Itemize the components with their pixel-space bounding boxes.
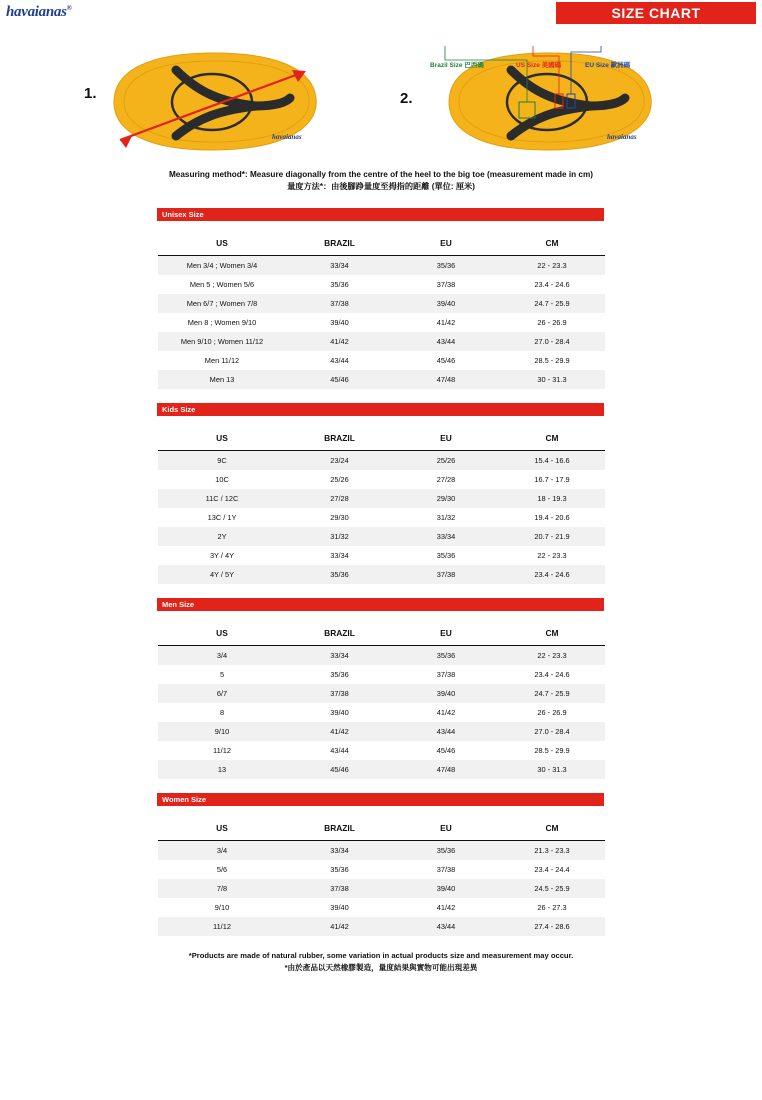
cell-brazil: 29/30	[286, 508, 393, 527]
cell-brazil: 35/36	[286, 565, 393, 584]
cell-cm: 22 - 23.3	[499, 255, 605, 275]
column-header-us: US	[158, 428, 286, 451]
cell-us: 10C	[158, 470, 286, 489]
cell-cm: 27.0 - 28.4	[499, 722, 605, 741]
table-row	[158, 741, 605, 760]
column-header-us: US	[158, 233, 286, 256]
table-row	[158, 370, 605, 389]
cell-brazil: 45/46	[286, 370, 393, 389]
footer-note-zh: *由於產品以天然橡膠製造，量度結果與實物可能出現差異	[284, 962, 478, 972]
section-header-kids: Kids Size	[157, 403, 604, 416]
column-header-cm: CM	[499, 623, 605, 646]
cell-eu: 29/30	[393, 489, 499, 508]
cell-cm: 18 - 19.3	[499, 489, 605, 508]
cell-cm: 26 - 26.9	[499, 703, 605, 722]
figure-2-sandal-sizecodes	[415, 40, 675, 165]
cell-eu: 35/36	[393, 546, 499, 565]
cell-cm: 26 - 26.9	[499, 313, 605, 332]
figure-1-sandal-diagonal	[80, 40, 340, 165]
cell-us: Men 8 ; Women 9/10	[158, 313, 286, 332]
section-header-men: Men Size	[157, 598, 604, 611]
cell-eu: 37/38	[393, 860, 499, 879]
cell-us: Men 6/7 ; Women 7/8	[158, 294, 286, 313]
measuring-method-en: Measuring method*: Measure diagonally from the centre of the heel to the big toe (measurement made in cm)	[168, 170, 593, 179]
table-women-size	[158, 818, 605, 936]
table-row	[158, 665, 605, 684]
cell-us: Men 3/4 ; Women 3/4	[158, 255, 286, 275]
cell-eu: 35/36	[393, 840, 499, 860]
cell-brazil: 37/38	[286, 879, 393, 898]
cell-eu: 47/48	[393, 370, 499, 389]
column-header-brazil: BRAZIL	[286, 233, 393, 256]
column-header-brazil: BRAZIL	[286, 623, 393, 646]
cell-cm: 24.5 - 25.9	[499, 879, 605, 898]
cell-us: 7/8	[158, 879, 286, 898]
table-row	[158, 760, 605, 779]
cell-cm: 27.4 - 28.6	[499, 917, 605, 936]
cell-eu: 47/48	[393, 760, 499, 779]
column-header-eu: EU	[393, 623, 499, 646]
table-row	[158, 840, 605, 860]
cell-brazil: 33/34	[286, 546, 393, 565]
table-row	[158, 351, 605, 370]
table-row	[158, 275, 605, 294]
cell-brazil: 45/46	[286, 760, 393, 779]
table-row	[158, 917, 605, 936]
table-row	[158, 527, 605, 546]
table-header-row	[158, 428, 605, 451]
cell-cm: 23.4 - 24.6	[499, 275, 605, 294]
cell-cm: 19.4 - 20.6	[499, 508, 605, 527]
cell-brazil: 43/44	[286, 741, 393, 760]
cell-us: 11/12	[158, 741, 286, 760]
cell-eu: 33/34	[393, 527, 499, 546]
cell-brazil: 43/44	[286, 351, 393, 370]
table-kids-size	[158, 428, 605, 584]
cell-eu: 43/44	[393, 917, 499, 936]
us-size-label: US Size 美國碼	[516, 62, 562, 69]
cell-us: 9/10	[158, 722, 286, 741]
cell-cm: 26 - 27.3	[499, 898, 605, 917]
cell-cm: 30 - 31.3	[499, 760, 605, 779]
cell-cm: 23.4 - 24.6	[499, 565, 605, 584]
cell-cm: 24.7 - 25.9	[499, 684, 605, 703]
column-header-eu: EU	[393, 428, 499, 451]
table-men-size	[158, 623, 605, 779]
illustration-area	[0, 30, 762, 165]
cell-eu: 41/42	[393, 703, 499, 722]
cell-brazil: 39/40	[286, 898, 393, 917]
cell-eu: 27/28	[393, 470, 499, 489]
column-header-eu: EU	[393, 233, 499, 256]
cell-eu: 43/44	[393, 722, 499, 741]
brand-trademark: ®	[66, 4, 72, 12]
cell-us: Men 13	[158, 370, 286, 389]
footer-notes	[0, 950, 762, 974]
cell-us: 5/6	[158, 860, 286, 879]
column-header-cm: CM	[499, 818, 605, 841]
cell-eu: 35/36	[393, 255, 499, 275]
table-row	[158, 879, 605, 898]
sandal-footbed-logo-2: havaianas	[607, 133, 637, 141]
figure-2-number: 2.	[400, 90, 413, 107]
cell-eu: 45/46	[393, 741, 499, 760]
measuring-method-zh: 量度方法*：由後腳踭量度至拇指的距離 (單位: 厘米)	[287, 182, 475, 192]
brand-name: havaianas	[6, 4, 67, 20]
cell-brazil: 33/34	[286, 840, 393, 860]
cell-eu: 41/42	[393, 898, 499, 917]
cell-brazil: 33/34	[286, 645, 393, 665]
cell-us: 8	[158, 703, 286, 722]
cell-brazil: 41/42	[286, 332, 393, 351]
cell-cm: 28.5 - 29.9	[499, 741, 605, 760]
page-title: SIZE CHART	[556, 2, 756, 24]
table-row	[158, 489, 605, 508]
column-header-brazil: BRAZIL	[286, 428, 393, 451]
column-header-brazil: BRAZIL	[286, 818, 393, 841]
table-row	[158, 645, 605, 665]
footer-note-en: *Products are made of natural rubber, some variation in actual products size and measurement may occur.	[188, 950, 574, 960]
cell-brazil: 25/26	[286, 470, 393, 489]
column-header-cm: CM	[499, 428, 605, 451]
cell-us: 4Y / 5Y	[158, 565, 286, 584]
table-row	[158, 703, 605, 722]
cell-brazil: 35/36	[286, 275, 393, 294]
cell-eu: 37/38	[393, 275, 499, 294]
cell-cm: 24.7 - 25.9	[499, 294, 605, 313]
cell-us: 13	[158, 760, 286, 779]
cell-cm: 15.4 - 16.6	[499, 450, 605, 470]
table-row	[158, 860, 605, 879]
cell-cm: 23.4 - 24.4	[499, 860, 605, 879]
section-header-unisex: Unisex Size	[157, 208, 604, 221]
cell-cm: 20.7 - 21.9	[499, 527, 605, 546]
cell-us: 9C	[158, 450, 286, 470]
cell-us: 2Y	[158, 527, 286, 546]
cell-cm: 21.3 - 23.3	[499, 840, 605, 860]
table-row	[158, 722, 605, 741]
cell-eu: 37/38	[393, 665, 499, 684]
cell-cm: 28.5 - 29.9	[499, 351, 605, 370]
cell-cm: 22 - 23.3	[499, 546, 605, 565]
sandal-diagram-2	[415, 40, 675, 160]
table-row	[158, 684, 605, 703]
cell-eu: 25/26	[393, 450, 499, 470]
cell-us: 5	[158, 665, 286, 684]
cell-brazil: 33/34	[286, 255, 393, 275]
column-header-cm: CM	[499, 233, 605, 256]
cell-brazil: 41/42	[286, 722, 393, 741]
cell-eu: 41/42	[393, 313, 499, 332]
cell-us: 3/4	[158, 840, 286, 860]
cell-cm: 22 - 23.3	[499, 645, 605, 665]
cell-us: 11/12	[158, 917, 286, 936]
cell-us: 6/7	[158, 684, 286, 703]
column-header-us: US	[158, 623, 286, 646]
column-header-eu: EU	[393, 818, 499, 841]
cell-brazil: 27/28	[286, 489, 393, 508]
cell-us: Men 5 ; Women 5/6	[158, 275, 286, 294]
column-header-us: US	[158, 818, 286, 841]
cell-eu: 35/36	[393, 645, 499, 665]
table-header-row	[158, 233, 605, 256]
section-header-women: Women Size	[157, 793, 604, 806]
cell-brazil: 35/36	[286, 665, 393, 684]
table-row	[158, 255, 605, 275]
cell-brazil: 31/32	[286, 527, 393, 546]
cell-eu: 39/40	[393, 294, 499, 313]
cell-brazil: 37/38	[286, 684, 393, 703]
cell-brazil: 37/38	[286, 294, 393, 313]
sandal-diagram-1	[80, 40, 340, 160]
eu-size-label: EU Size 歐洲碼	[585, 62, 631, 69]
cell-us: 3Y / 4Y	[158, 546, 286, 565]
cell-eu: 39/40	[393, 879, 499, 898]
brand-logo	[0, 0, 72, 26]
figure-2-label-group	[430, 60, 680, 82]
figure-1-number: 1.	[84, 85, 97, 102]
page-header	[0, 0, 762, 26]
table-row	[158, 470, 605, 489]
table-unisex-size	[158, 233, 605, 389]
cell-us: 9/10	[158, 898, 286, 917]
cell-eu: 45/46	[393, 351, 499, 370]
table-header-row	[158, 818, 605, 841]
measuring-method	[30, 169, 732, 194]
cell-eu: 43/44	[393, 332, 499, 351]
cell-us: 3/4	[158, 645, 286, 665]
cell-brazil: 35/36	[286, 860, 393, 879]
cell-eu: 31/32	[393, 508, 499, 527]
cell-us: Men 11/12	[158, 351, 286, 370]
cell-us: 11C / 12C	[158, 489, 286, 508]
sandal-footbed-logo-1: havaianas	[272, 133, 302, 141]
cell-eu: 37/38	[393, 565, 499, 584]
cell-eu: 39/40	[393, 684, 499, 703]
cell-us: Men 9/10 ; Women 11/12	[158, 332, 286, 351]
table-row	[158, 546, 605, 565]
cell-brazil: 41/42	[286, 917, 393, 936]
size-tables	[158, 208, 604, 936]
table-row	[158, 508, 605, 527]
cell-brazil: 39/40	[286, 313, 393, 332]
cell-cm: 30 - 31.3	[499, 370, 605, 389]
cell-cm: 16.7 - 17.9	[499, 470, 605, 489]
cell-brazil: 23/24	[286, 450, 393, 470]
table-row	[158, 898, 605, 917]
table-row	[158, 450, 605, 470]
table-row	[158, 565, 605, 584]
cell-brazil: 39/40	[286, 703, 393, 722]
table-header-row	[158, 623, 605, 646]
table-row	[158, 332, 605, 351]
cell-cm: 27.0 - 28.4	[499, 332, 605, 351]
table-row	[158, 313, 605, 332]
brazil-size-label: Brazil Size 巴西碼	[430, 62, 484, 69]
cell-us: 13C / 1Y	[158, 508, 286, 527]
table-row	[158, 294, 605, 313]
cell-cm: 23.4 - 24.6	[499, 665, 605, 684]
